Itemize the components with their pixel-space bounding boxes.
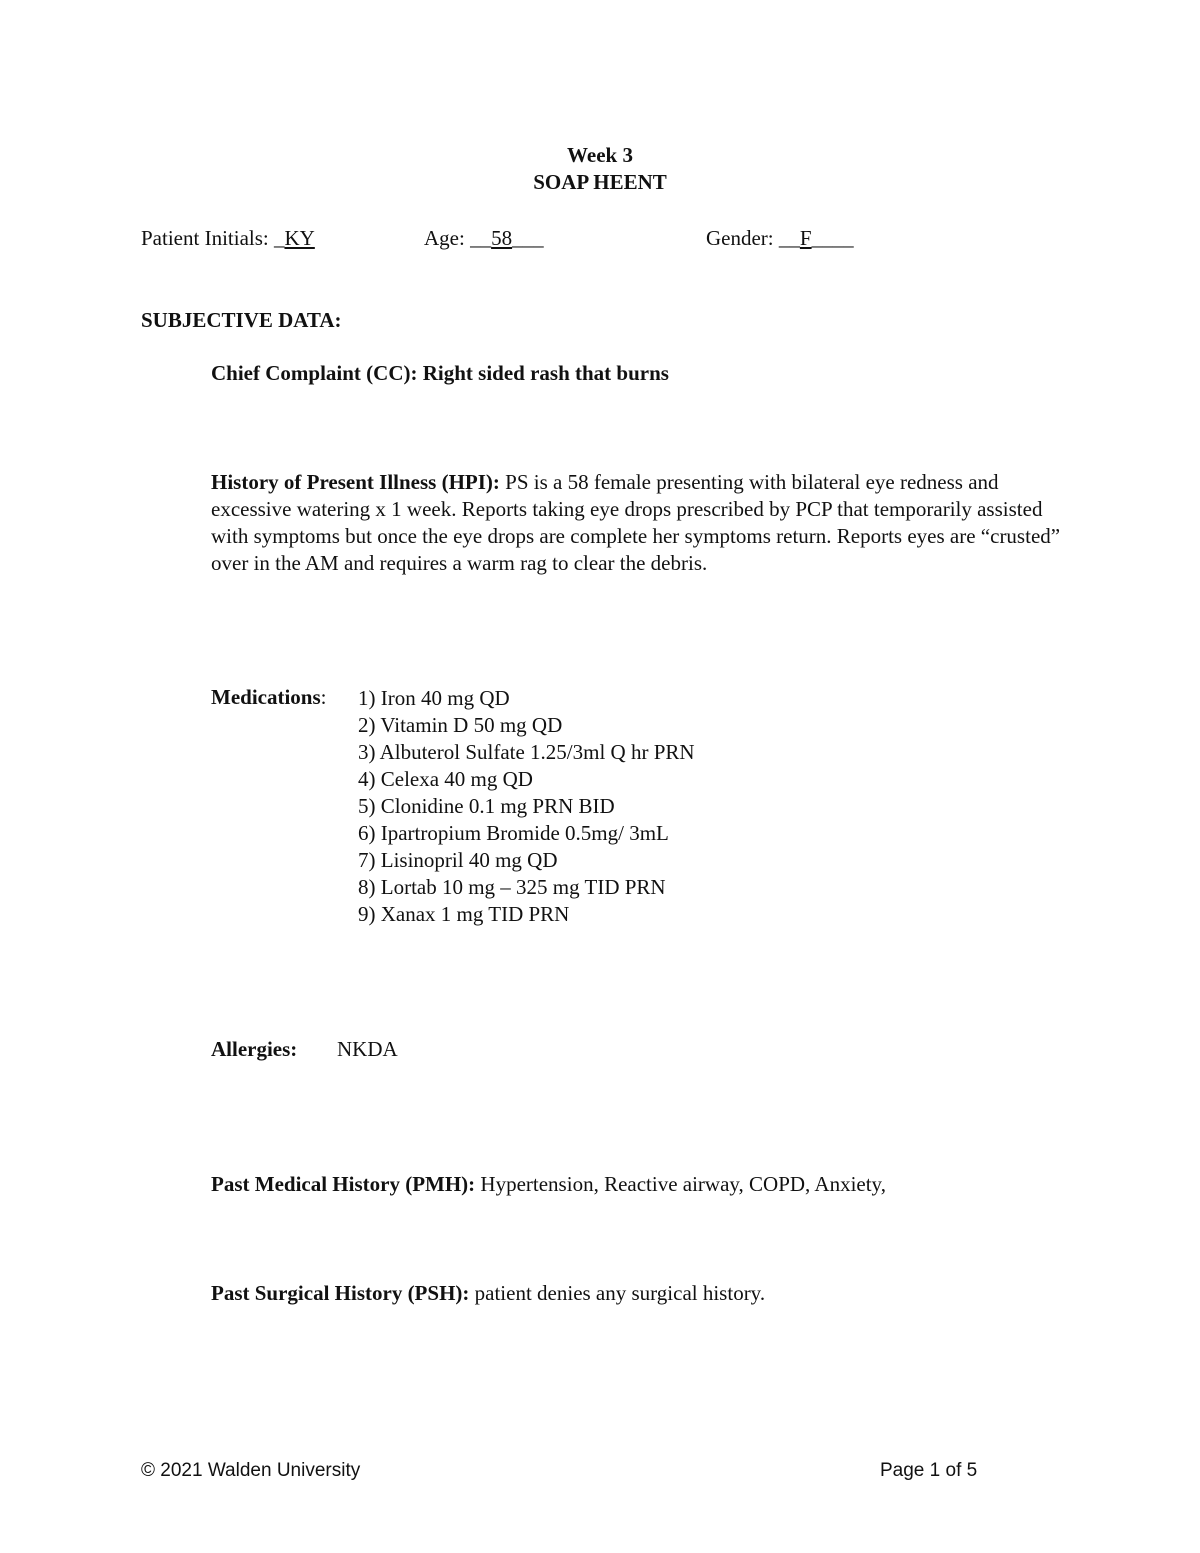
patient-age bbox=[424, 226, 544, 251]
footer-page-number: Page 1 of 5 bbox=[880, 1460, 978, 1481]
psh-label: Past Surgical History (PSH): bbox=[211, 1281, 470, 1305]
medication-item: 8) Lortab 10 mg – 325 mg TID PRN bbox=[358, 875, 666, 899]
psh-line bbox=[211, 1281, 765, 1306]
medication-item: 5) Clonidine 0.1 mg PRN BID bbox=[358, 794, 615, 818]
document-title: Week 3 bbox=[567, 143, 633, 167]
pmh-value: Hypertension, Reactive airway, COPD, Anxiety, bbox=[475, 1172, 886, 1196]
patient-initials-value: KY bbox=[284, 226, 315, 250]
psh-value: patient denies any surgical history. bbox=[469, 1281, 766, 1305]
document-subtitle: SOAP HEENT bbox=[533, 170, 667, 194]
hpi-text: PS is a 58 female presenting with bilateral eye redness and excessive watering x 1 week. Reports taking eye drops prescribed by PCP that temporarily assisted with symptoms but once the eye drops are complete her symptoms return. Reports eyes are “crusted” over in the AM and requires a warm rag to clear the debris. bbox=[211, 470, 1061, 575]
hpi-paragraph bbox=[211, 469, 1071, 577]
medications-label: Medications: bbox=[211, 685, 327, 709]
pmh-line bbox=[211, 1172, 886, 1197]
pmh-label: Past Medical History (PMH): bbox=[211, 1172, 476, 1196]
medication-item: 4) Celexa 40 mg QD bbox=[358, 767, 533, 791]
allergies-label: Allergies: bbox=[211, 1037, 298, 1061]
medications-list bbox=[358, 685, 695, 928]
medication-item: 3) Albuterol Sulfate 1.25/3ml Q hr PRN bbox=[358, 740, 695, 764]
patient-gender-blank: ____ bbox=[811, 226, 854, 250]
medication-item: 1) Iron 40 mg QD bbox=[358, 686, 510, 710]
medication-item: 6) Ipartropium Bromide 0.5mg/ 3mL bbox=[358, 821, 669, 845]
allergies-value: NKDA bbox=[337, 1037, 398, 1061]
patient-gender-value: F bbox=[799, 226, 812, 250]
patient-initials bbox=[141, 226, 315, 251]
patient-gender-label: Gender: __ bbox=[706, 226, 800, 250]
chief-complaint: Chief Complaint (CC): Right sided rash that burns bbox=[211, 361, 669, 385]
patient-age-label: Age: __ bbox=[424, 226, 492, 250]
patient-age-value: 58 bbox=[491, 226, 513, 250]
subjective-heading: SUBJECTIVE DATA: bbox=[141, 308, 342, 332]
hpi-label: History of Present Illness (HPI): bbox=[211, 470, 500, 494]
patient-age-blank: ___ bbox=[512, 226, 544, 250]
patient-initials-label: Patient Initials: _ bbox=[141, 226, 285, 250]
medication-item: 9) Xanax 1 mg TID PRN bbox=[358, 902, 570, 926]
footer-copyright: © 2021 Walden University bbox=[141, 1460, 361, 1481]
medication-item: 7) Lisinopril 40 mg QD bbox=[358, 848, 558, 872]
medication-item: 2) Vitamin D 50 mg QD bbox=[358, 713, 563, 737]
patient-gender bbox=[706, 226, 854, 251]
